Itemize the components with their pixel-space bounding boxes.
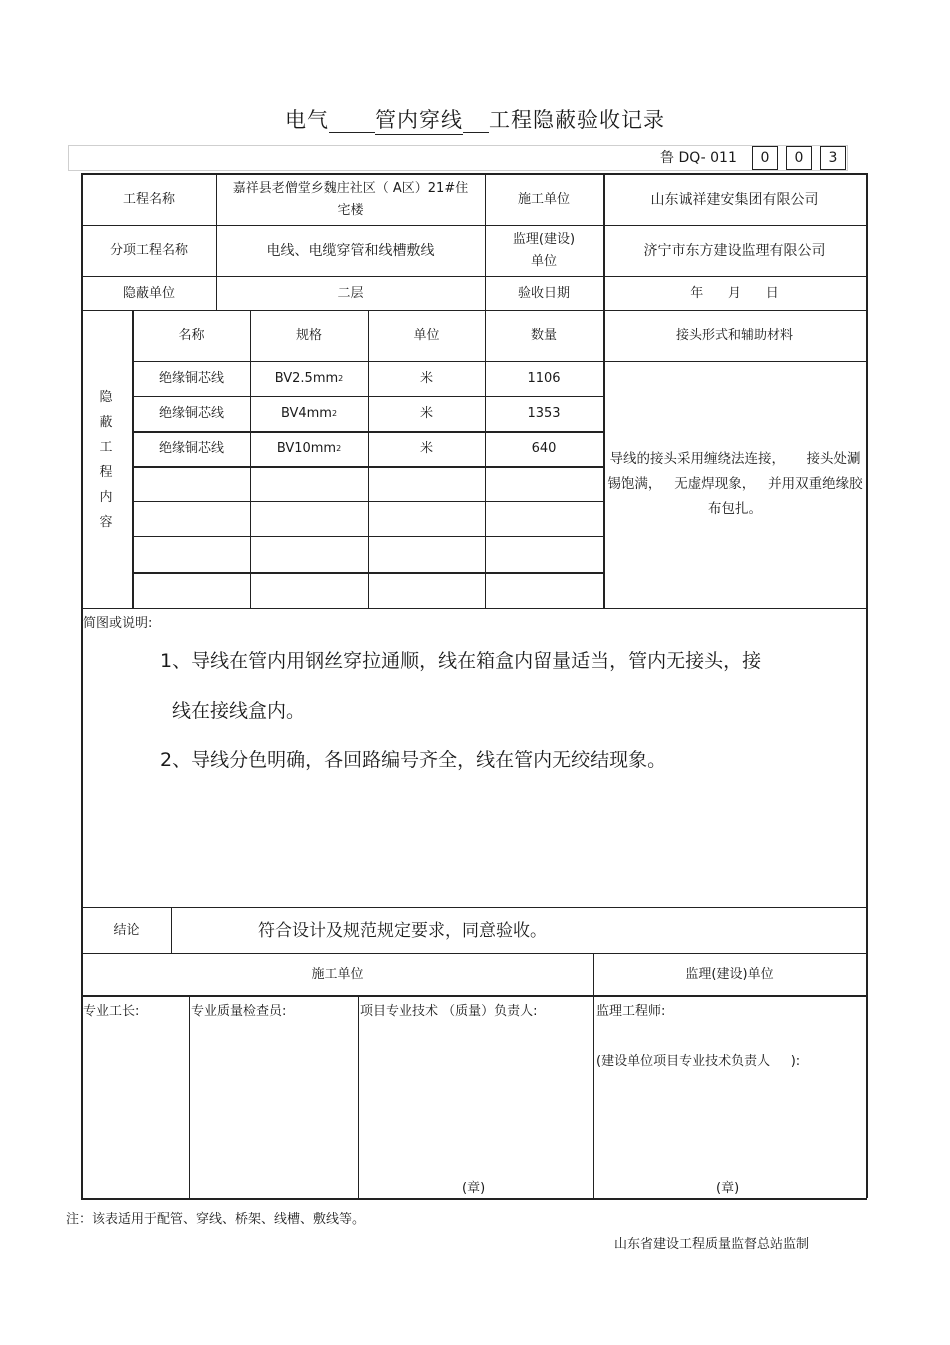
supervisor-label-line1: 监理(建设)	[512, 232, 576, 247]
concealed-unit-label: 隐蔽单位	[122, 285, 175, 301]
row-qty: 1106	[527, 371, 561, 386]
acceptance-date-value: 年 月 日	[690, 285, 779, 301]
form-code-digit-1: 0	[752, 146, 778, 170]
project-name-label: 工程名称	[122, 191, 175, 207]
contractor-seal: (章)	[462, 1181, 486, 1196]
supervisor-header: 监理(建设)单位	[685, 966, 774, 982]
side-char: 内	[99, 490, 113, 505]
acceptance-date-label: 验收日期	[517, 285, 570, 301]
row-unit: 米	[419, 441, 433, 456]
spec-superscript: 2	[331, 409, 338, 418]
row-name: 绝缘铜芯线	[158, 371, 224, 386]
owner-tech-lead-label: (建设单位项目专业技术负责人 ):	[596, 1054, 801, 1069]
title-prefix: 电气	[285, 108, 329, 132]
supervisor-seal: (章)	[716, 1181, 740, 1196]
row-spec	[250, 397, 368, 431]
title-suffix: 工程隐蔽验收记录	[489, 108, 665, 132]
sketch-line-1: 1、导线在管内用钢丝穿拉通顺，线在箱盒内留量适当，管内无接头，接	[160, 650, 762, 672]
side-char: 蔽	[99, 415, 113, 430]
side-char: 程	[99, 465, 113, 480]
row-spec-text: BV4mm	[280, 406, 332, 421]
form-code-digit-3: 3	[820, 146, 846, 170]
spec-superscript: 2	[338, 374, 344, 383]
project-name-value	[216, 174, 485, 225]
project-name-line2: 宅楼	[337, 202, 364, 218]
side-char: 隐	[99, 390, 113, 405]
spec-superscript: 2	[336, 444, 342, 453]
supervisor-label	[485, 226, 603, 276]
side-char: 容	[99, 515, 113, 530]
row-spec	[250, 432, 368, 466]
title-middle: 管内穿线	[375, 104, 463, 135]
document-title	[0, 104, 950, 135]
row-spec-text: BV10mm	[276, 441, 337, 456]
row-unit: 米	[419, 371, 433, 386]
project-name-line1: 嘉祥县老僧堂乡魏庄社区（ A区）21#住	[232, 180, 469, 196]
header-qty: 数量	[530, 328, 557, 343]
header-joint: 接头形式和辅助材料	[675, 328, 793, 343]
header-name: 名称	[178, 328, 205, 343]
concealed-unit-value: 二层	[337, 285, 364, 301]
supervisor-value: 济宁市东方建设监理有限公司	[643, 243, 826, 259]
supervisor-label-line2: 单位	[530, 254, 557, 269]
sub-project-label: 分项工程名称	[109, 243, 188, 258]
conclusion-value: 符合设计及规范规定要求，同意验收。	[258, 920, 547, 941]
joint-description: 导线的接头采用缠绕法连接， 接头处涮锡饱满， 无虚焊现象， 并用双重绝缘胶布包扎。	[607, 450, 863, 517]
contractor-header: 施工单位	[311, 966, 364, 982]
sketch-line-2: 线在接线盒内。	[172, 700, 306, 722]
row-spec	[250, 362, 368, 396]
sub-project-value: 电线、电缆穿管和线槽敷线	[266, 243, 435, 259]
row-name: 绝缘铜芯线	[158, 441, 224, 456]
title-blank-1	[329, 108, 375, 133]
footer-issuer: 山东省建设工程质量监督总站监制	[614, 1237, 810, 1252]
supervising-engineer-label: 监理工程师:	[596, 1004, 666, 1019]
sketch-line-3: 2、导线分色明确，各回路编号齐全，线在管内无绞结现象。	[160, 749, 667, 771]
footer-note: 注：该表适用于配管、穿线、桥架、线槽、敷线等。	[66, 1212, 366, 1227]
header-spec: 规格	[295, 328, 322, 343]
foreman-label: 专业工长:	[83, 1004, 140, 1019]
header-unit: 单位	[413, 328, 440, 343]
row-unit: 米	[419, 406, 433, 421]
title-blank-2	[463, 108, 489, 133]
quality-inspector-label: 专业质量检查员:	[191, 1004, 287, 1019]
row-name: 绝缘铜芯线	[158, 406, 224, 421]
row-qty: 1353	[527, 406, 561, 421]
row-qty: 640	[531, 441, 557, 456]
conclusion-label: 结论	[113, 922, 140, 938]
row-spec-text: BV2.5mm	[274, 371, 339, 386]
contractor-label: 施工单位	[517, 191, 570, 207]
form-code-label: 鲁 DQ- 011	[660, 150, 737, 166]
form-code-digit-2: 0	[786, 146, 812, 170]
tech-lead-label: 项目专业技术 （质量）负责人:	[360, 1004, 538, 1019]
sketch-label: 简图或说明:	[83, 616, 153, 631]
contractor-value: 山东诚祥建安集团有限公司	[650, 191, 819, 208]
side-char: 工	[99, 440, 113, 455]
